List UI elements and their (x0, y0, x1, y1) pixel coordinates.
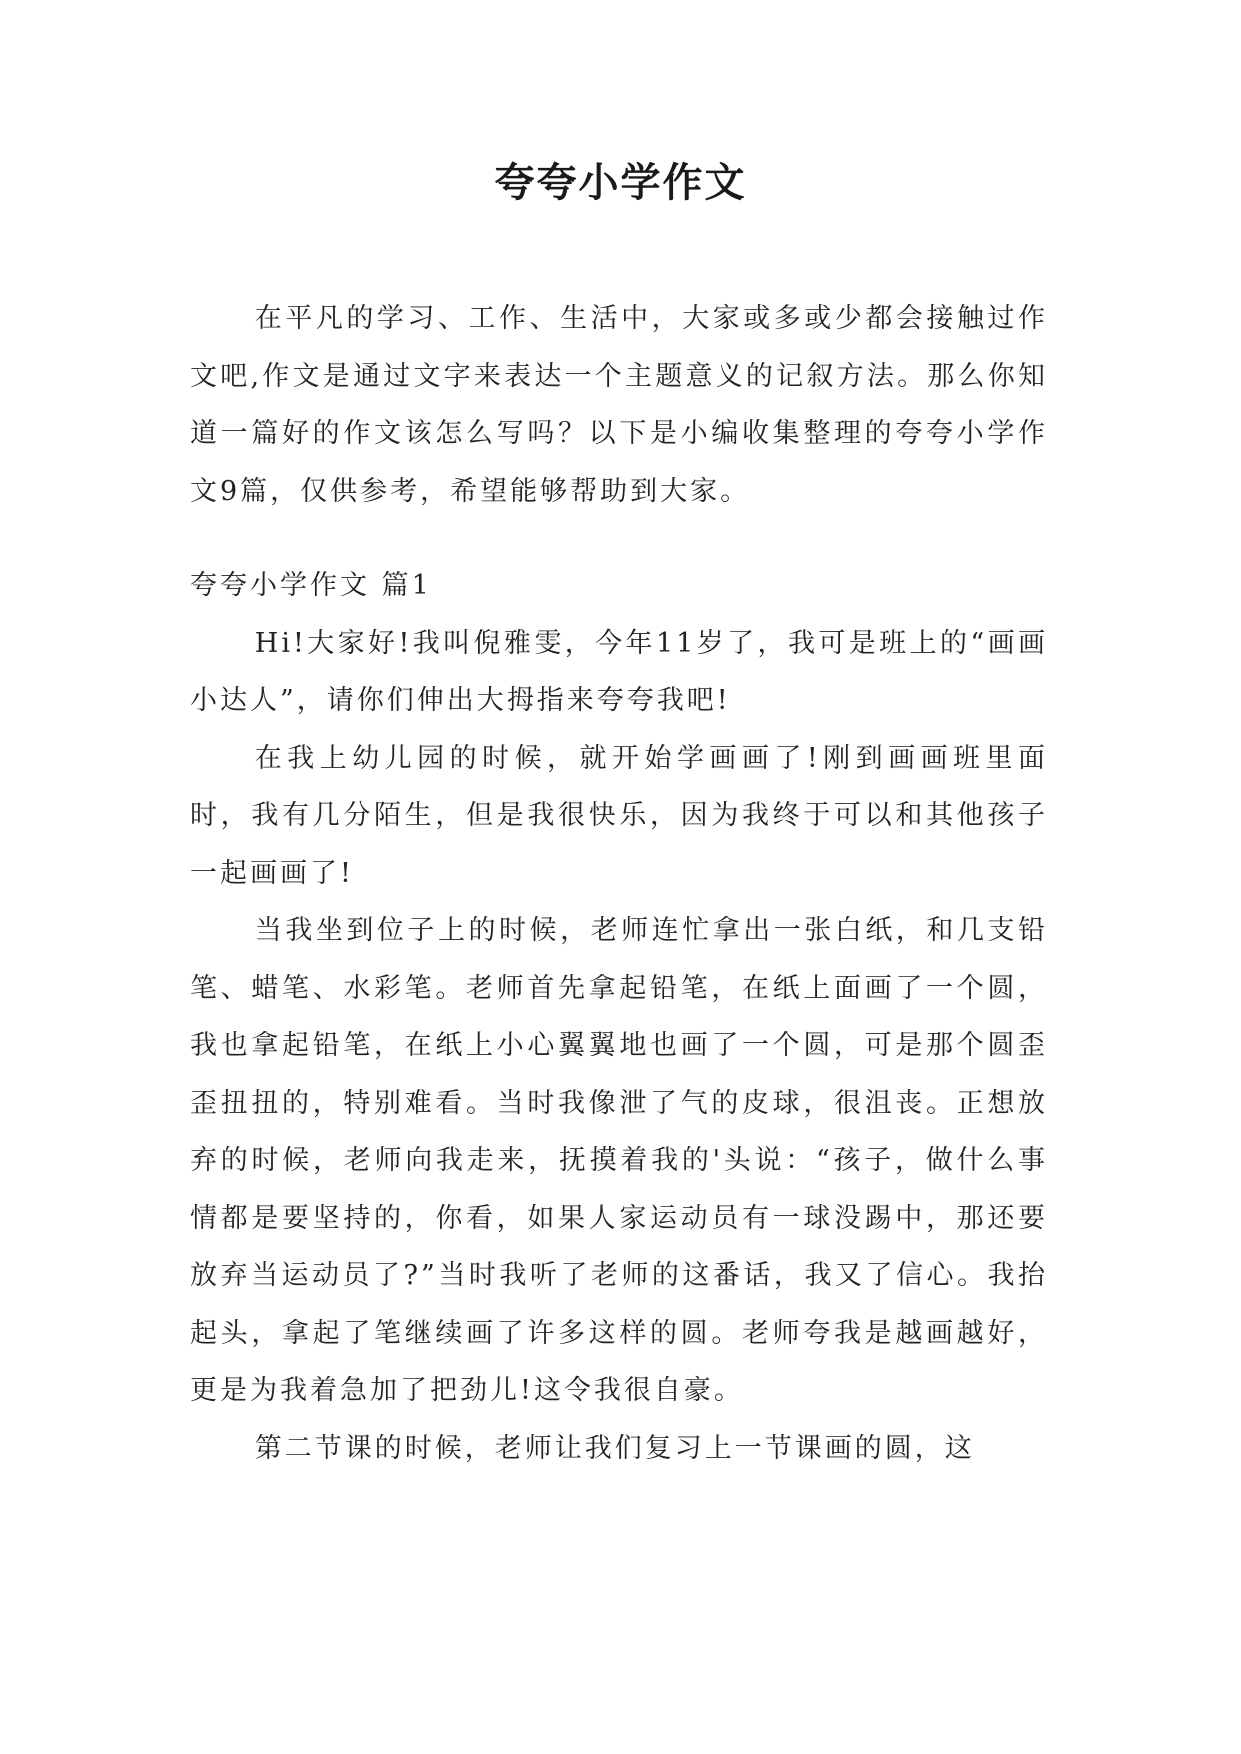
essay-section-1 (190, 557, 1048, 1477)
section-heading: 夸夸小学作文 篇1 (190, 570, 432, 601)
document-body (190, 290, 1048, 1477)
paragraph: 当我坐到位子上的时候，老师连忙拿出一张白纸，和几支铅笔、蜡笔、水彩笔。老师首先拿起铅笔，在纸上面画了一个圆，我也拿起铅笔，在纸上小心翼翼地也画了一个圆，可是那个圆歪歪扭扭的，特别难看。当时我像泄了气的皮球，很沮丧。正想放弃的时候，老师向我走来，抚摸着我的'头说：“孩子，做什么事情都是要坚持的，你看，如果人家运动员有一球没踢中，那还要放弃当运动员了?”当时我听了老师的这番话，我又了信心。我抬起头，拿起了笔继续画了许多这样的圆。老师夸我是越画越好，更是为我着急加了把劲儿!这令我很自豪。 (190, 915, 1048, 1406)
paragraph: 第二节课的时候，老师让我们复习上一节课画的圆，这 (254, 1432, 975, 1464)
document-title: 夸夸小学作文 (494, 160, 747, 206)
intro-paragraph: 在平凡的学习、工作、生活中，大家或多或少都会接触过作文吧,作文是通过文字来表达一个主题意义的记叙方法。那么你知道一篇好的作文该怎么写吗？以下是小编收集整理的夸夸小学作文9篇，仅供参考，希望能够帮助到大家。 (190, 303, 1048, 507)
paragraph: Hi!大家好!我叫倪雅雯，今年11岁了，我可是班上的“画画小达人”，请你们伸出大拇指来夸夸我吧! (190, 627, 1048, 716)
paragraph: 在我上幼儿园的时候，就开始学画画了!刚到画画班里面时，我有几分陌生，但是我很快乐，因为我终于可以和其他孩子一起画画了! (190, 742, 1048, 889)
